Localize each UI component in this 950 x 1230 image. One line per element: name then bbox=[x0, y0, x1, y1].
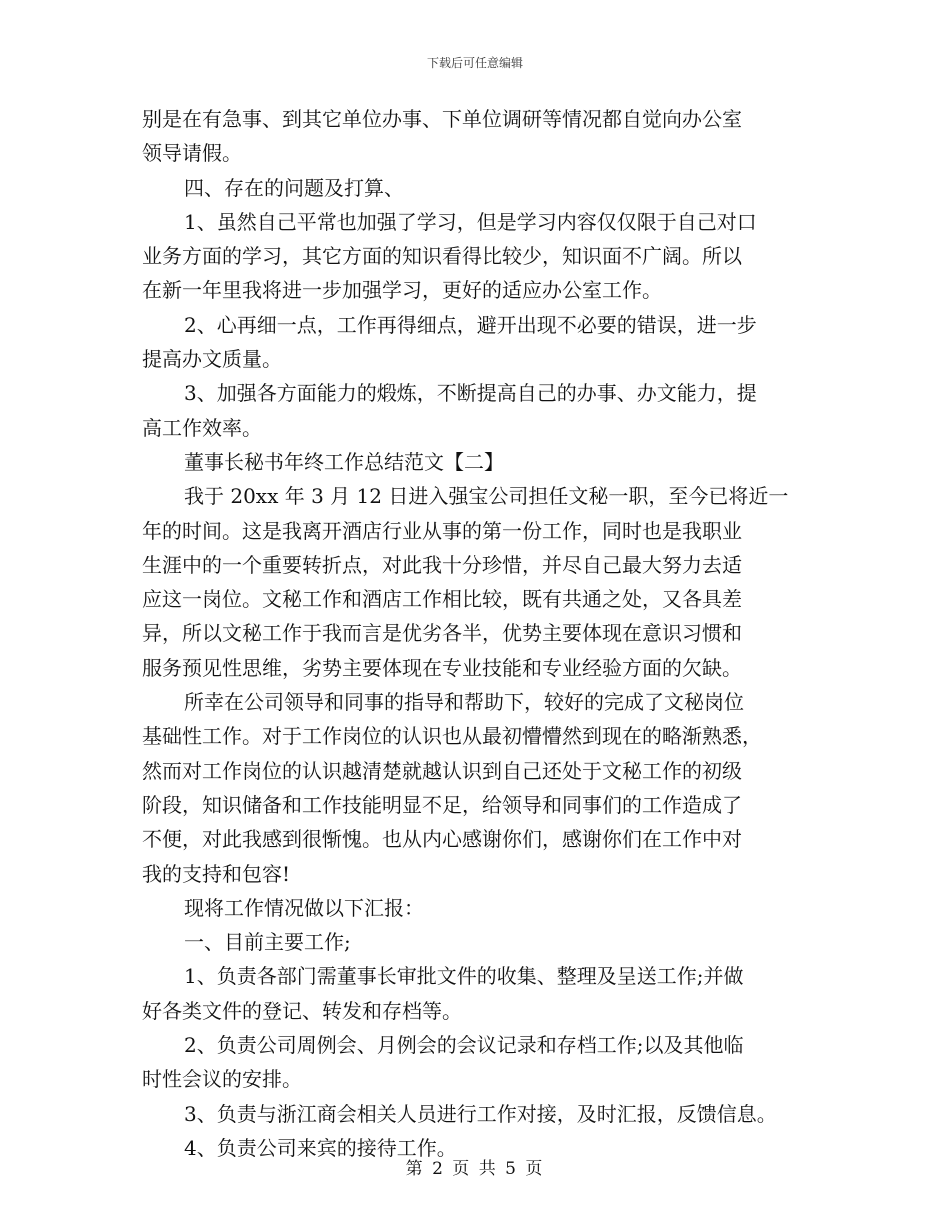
text-line: 不便，对此我感到很惭愧。也从内心感谢你们，感谢你们在工作中对 bbox=[142, 827, 742, 852]
document-body bbox=[142, 102, 822, 1165]
text-line: 1、虽然自己平常也加强了学习，但是学习内容仅仅限于自己对口 bbox=[184, 209, 757, 234]
page-header: 下载后可任意编辑 bbox=[426, 56, 523, 70]
text-line: 别是在有急事、到其它单位办事、下单位调研等情况都自觉向办公室 bbox=[142, 107, 742, 131]
text-line: 董事长秘书年终工作总结范文【二】 bbox=[184, 449, 504, 474]
text-line: 基础性工作。对于工作岗位的认识也从最初懵懵然到现在的略渐熟悉， bbox=[142, 724, 762, 749]
text-line: 阶段，知识储备和工作技能明显不足，给领导和同事们的工作造成了 bbox=[142, 792, 742, 817]
text-line: 4、负责公司来宾的接待工作。 bbox=[184, 1135, 457, 1160]
text-line: 高工作效率。 bbox=[142, 415, 262, 440]
text-line: 我于 20xx 年 3 月 12 日进入强宝公司担任文秘一职，至今已将近一 bbox=[184, 484, 789, 509]
text-line: 我的支持和包容! bbox=[142, 861, 291, 886]
text-line: 业务方面的学习，其它方面的知识看得比较少，知识面不广阔。所以 bbox=[142, 244, 742, 269]
text-line: 服务预见性思维，劣势主要体现在专业技能和专业经验方面的欠缺。 bbox=[142, 655, 742, 680]
text-line: 生涯中的一个重要转折点，对此我十分珍惜，并尽自己最大努力去适 bbox=[142, 552, 742, 577]
text-line: 1、负责各部门需董事长审批文件的收集、整理及呈送工作;并做 bbox=[184, 964, 744, 989]
text-line: 时性会议的安排。 bbox=[142, 1067, 302, 1092]
text-line: 现将工作情况做以下汇报： bbox=[184, 895, 424, 920]
text-line: 应这一岗位。文秘工作和酒店工作相比较，既有共通之处，又各具差 bbox=[142, 587, 742, 612]
page-footer: 第 2 页 共 5 页 bbox=[405, 1159, 545, 1179]
text-line: 所幸在公司领导和同事的指导和帮助下，较好的完成了文秘岗位 bbox=[184, 690, 744, 715]
text-line: 3、加强各方面能力的煅炼，不断提高自己的办事、办文能力，提 bbox=[184, 381, 757, 406]
text-line: 一、目前主要工作; bbox=[184, 930, 351, 955]
text-line: 好各类文件的登记、转发和存档等。 bbox=[142, 998, 462, 1023]
text-line: 年的时间。这是我离开酒店行业从事的第一份工作，同时也是我职业 bbox=[142, 518, 742, 543]
text-line: 领导请假。 bbox=[142, 141, 242, 166]
text-line: 3、负责与浙江商会相关人员进行工作对接，及时汇报，反馈信息。 bbox=[184, 1101, 777, 1126]
text-line: 在新一年里我将进一步加强学习，更好的适应办公室工作。 bbox=[142, 278, 662, 303]
text-line: 2、负责公司周例会、月例会的会议记录和存档工作;以及其他临 bbox=[184, 1033, 744, 1058]
text-line: 2、心再细一点，工作再得细点，避开出现不必要的错误，进一步 bbox=[184, 312, 757, 337]
text-line: 提高办文质量。 bbox=[142, 347, 282, 372]
text-line: 异，所以文秘工作于我而言是优劣各半，优势主要体现在意识习惯和 bbox=[142, 621, 742, 646]
text-line: 然而对工作岗位的认识越清楚就越认识到自己还处于文秘工作的初级 bbox=[142, 758, 742, 783]
text-line: 四、存在的问题及打算、 bbox=[184, 175, 404, 200]
